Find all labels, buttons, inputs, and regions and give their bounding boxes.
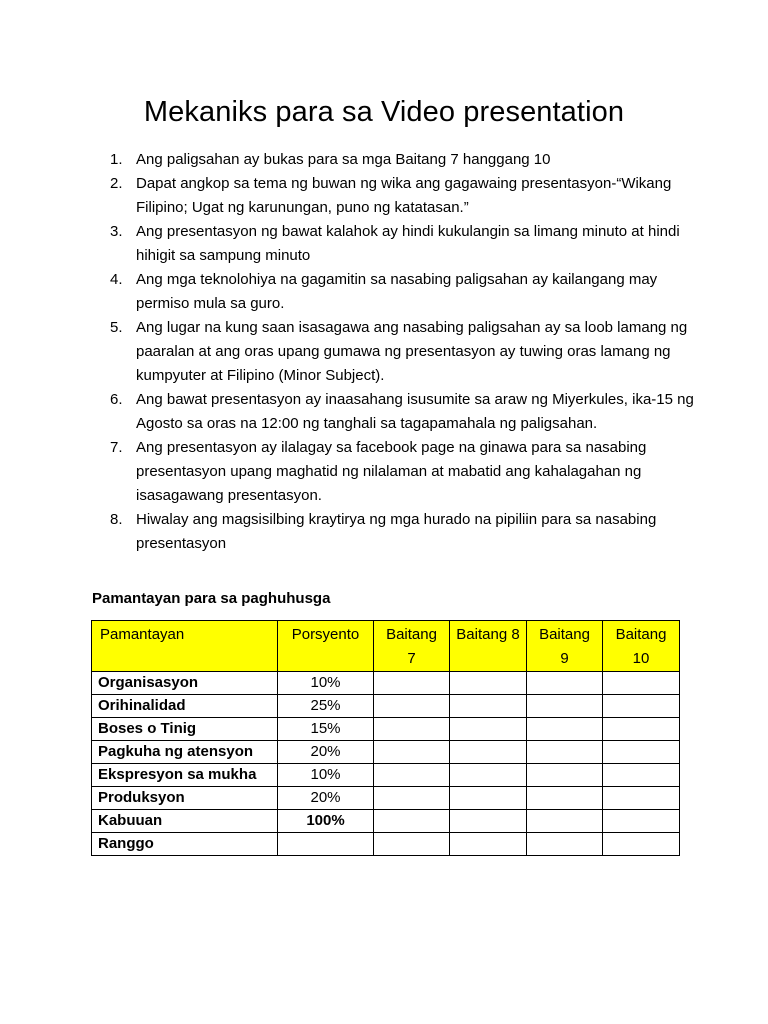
criterion-label: Boses o Tinig — [92, 718, 278, 741]
list-item — [104, 508, 714, 556]
score-cell — [603, 695, 680, 718]
score-cell — [603, 833, 680, 856]
column-header: Porsyento — [278, 621, 374, 672]
list-item — [104, 388, 714, 436]
column-header: Baitang 7 — [374, 621, 450, 672]
score-cell — [450, 787, 527, 810]
section-title: Pamantayan para sa paghuhusga — [92, 590, 331, 607]
list-item — [104, 220, 714, 268]
list-item — [104, 268, 714, 316]
list-item-text: Ang bawat presentasyon ay inaasahang isusumite sa araw ng Miyerkules, ika-15 ng Agosto sa oras na 12:00 ng tanghali sa tagapamahala ng paligsahan. — [136, 391, 694, 432]
list-item — [104, 316, 714, 388]
table-row — [92, 672, 680, 695]
criterion-label: Organisasyon — [92, 672, 278, 695]
score-cell — [374, 672, 450, 695]
column-header: Baitang 10 — [603, 621, 680, 672]
score-cell — [450, 672, 527, 695]
criterion-percent: 10% — [278, 764, 374, 787]
list-item-number: 2. — [110, 175, 123, 192]
criterion-label: Produksyon — [92, 787, 278, 810]
criterion-label: Kabuuan — [92, 810, 278, 833]
criterion-label: Pagkuha ng atensyon — [92, 741, 278, 764]
score-cell — [603, 741, 680, 764]
list-item-text: Ang paligsahan ay bukas para sa mga Baitang 7 hanggang 10 — [136, 151, 551, 168]
score-cell — [527, 672, 603, 695]
table-row — [92, 718, 680, 741]
list-item-text: Ang mga teknolohiya na gagamitin sa nasabing paligsahan ay kailangang may permiso mula sa guro. — [136, 271, 658, 312]
score-cell — [374, 741, 450, 764]
column-header: Baitang 8 — [450, 621, 527, 672]
score-cell — [527, 810, 603, 833]
criterion-percent: 15% — [278, 718, 374, 741]
criterion-label: Orihinalidad — [92, 695, 278, 718]
list-item — [104, 172, 714, 220]
list-item — [104, 148, 714, 172]
score-cell — [450, 718, 527, 741]
list-item-text: Dapat angkop sa tema ng buwan ng wika ang gagawaing presentasyon-“Wikang Filipino; Ugat ng karunungan, puno ng katatasan.” — [136, 175, 672, 216]
list-item-number: 7. — [110, 439, 123, 456]
rules-list — [104, 148, 714, 556]
score-cell — [374, 695, 450, 718]
page-title: Mekaniks para sa Video presentation — [143, 96, 625, 128]
score-cell — [450, 810, 527, 833]
column-header: Baitang 9 — [527, 621, 603, 672]
score-cell — [603, 810, 680, 833]
list-item-number: 8. — [110, 511, 123, 528]
score-cell — [527, 718, 603, 741]
column-header: Pamantayan — [92, 621, 278, 672]
criterion-percent — [278, 833, 374, 856]
list-item-text: Hiwalay ang magsisilbing kraytirya ng mga hurado na pipiliin para sa nasabing presentasyon — [136, 511, 657, 552]
score-cell — [603, 787, 680, 810]
list-item-text: Ang lugar na kung saan isasagawa ang nasabing paligsahan ay sa loob lamang ng paaralan at ang oras upang gumawa ng presentasyon ay tuwing oras lamang ng kumpyuter at Filipino (Minor Subject). — [136, 319, 688, 384]
score-cell — [603, 718, 680, 741]
score-cell — [527, 764, 603, 787]
score-cell — [450, 695, 527, 718]
score-cell — [374, 787, 450, 810]
list-item-number: 4. — [110, 271, 123, 288]
list-item-text: Ang presentasyon ay ilalagay sa facebook page na ginawa para sa nasabing presentasyon upang maghatid ng nilalaman at mabatid ang kahalagahan ng isasagawang presentasyon. — [136, 439, 647, 504]
score-cell — [374, 833, 450, 856]
score-cell — [527, 741, 603, 764]
criterion-label: Ekspresyon sa mukha — [92, 764, 278, 787]
criterion-percent: 20% — [278, 741, 374, 764]
list-item — [104, 436, 714, 508]
table-row — [92, 764, 680, 787]
score-cell — [450, 741, 527, 764]
criteria-table — [91, 620, 680, 856]
table-header-row — [92, 621, 680, 672]
list-item-number: 6. — [110, 391, 123, 408]
table-row — [92, 810, 680, 833]
criterion-percent: 100% — [278, 810, 374, 833]
table-row — [92, 833, 680, 856]
criterion-label: Ranggo — [92, 833, 278, 856]
list-item-text: Ang presentasyon ng bawat kalahok ay hindi kukulangin sa limang minuto at hindi hihigit sa sampung minuto — [136, 223, 680, 264]
score-cell — [527, 787, 603, 810]
score-cell — [450, 764, 527, 787]
table-row — [92, 787, 680, 810]
score-cell — [374, 810, 450, 833]
criterion-percent: 20% — [278, 787, 374, 810]
table-row — [92, 695, 680, 718]
list-item-number: 3. — [110, 223, 123, 240]
score-cell — [527, 695, 603, 718]
list-item-number: 1. — [110, 151, 123, 168]
score-cell — [374, 718, 450, 741]
score-cell — [603, 672, 680, 695]
score-cell — [450, 833, 527, 856]
table-row — [92, 741, 680, 764]
list-item-number: 5. — [110, 319, 123, 336]
criterion-percent: 10% — [278, 672, 374, 695]
score-cell — [374, 764, 450, 787]
criterion-percent: 25% — [278, 695, 374, 718]
score-cell — [603, 764, 680, 787]
score-cell — [527, 833, 603, 856]
